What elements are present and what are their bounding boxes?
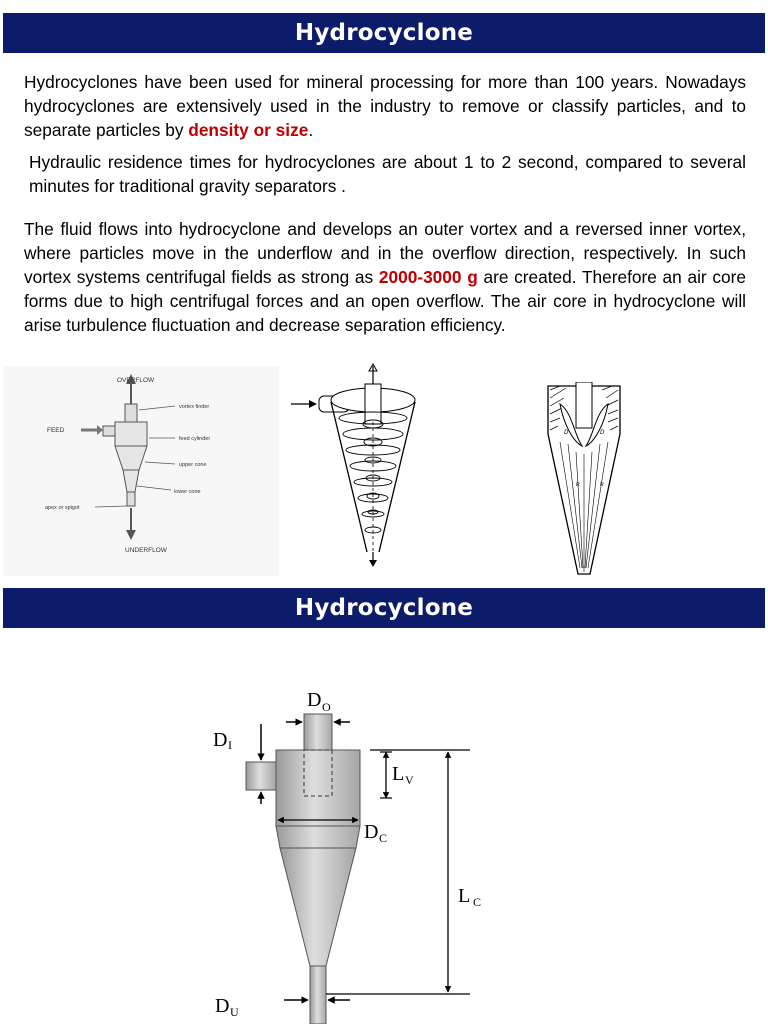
label-do: D (307, 689, 322, 711)
paragraph-history-text: Hydrocyclones have been used for mineral processing for more than 100 years. Nowadays hydrocyclones are extensively used in the industry to remove or classify particles, and to separate particles by (24, 72, 746, 140)
cross-section-figure (538, 382, 630, 578)
label-dc: D (364, 821, 379, 843)
label-feed: FEED (47, 427, 65, 434)
label-feed-cylinder: feed cylinder (179, 436, 211, 442)
paragraph-vortex-end: are created. Therefore an air core forms due to high centrifugal forces and an open overflow. The air core in hydrocyclone will arise turbulence fluctuation and decrease separation efficiency. (24, 267, 746, 335)
paragraph-history-end: . (308, 120, 314, 140)
svg-text:D: D (564, 430, 569, 436)
label-underflow: UNDERFLOW (125, 547, 167, 554)
label-lv: L (392, 763, 405, 785)
labelled-hydrocyclone-figure (3, 366, 279, 576)
slide1-title-banner (3, 13, 765, 53)
slide2-title-banner (3, 588, 765, 628)
label-du-sub: U (230, 1005, 239, 1019)
paragraph-vortex-text: The fluid flows into hydrocyclone and develops an outer vortex and a reversed inner vortex, where particles move in the underflow and in the overflow direction, respectively. In such vortex systems centrifugal fields as strong as (24, 219, 746, 287)
svg-text:R: R (576, 482, 580, 488)
label-lc: L (458, 885, 471, 907)
label-do-sub: O (322, 700, 331, 714)
label-di: D (213, 729, 228, 751)
label-lv-sub: V (405, 773, 414, 787)
highlight-density-size: density or size (188, 120, 309, 140)
paragraph-history (24, 70, 746, 142)
slide1-title: Hydrocyclone (294, 20, 474, 46)
dimension-diagram (200, 680, 520, 1024)
vortex-flow-figure (285, 362, 435, 572)
label-lower-cone: lower cone (174, 489, 201, 495)
slide2-title: Hydrocyclone (294, 595, 474, 621)
svg-text:D: D (600, 430, 605, 436)
label-apex: apex or spigot (45, 505, 80, 511)
label-du: D (215, 995, 230, 1017)
label-dc-sub: C (379, 831, 388, 845)
label-overflow: OVERFLOW (117, 377, 155, 384)
paragraph-residence-text: Hydraulic residence times for hydrocyclones are about 1 to 2 second, compared to several minutes for traditional gravity separators . (29, 152, 746, 196)
label-vortex-finder: vortex finder (179, 404, 210, 410)
label-lc-sub: C (473, 895, 482, 909)
highlight-g-force: 2000-3000 g (378, 267, 478, 287)
label-upper-cone: upper cone (179, 462, 207, 468)
label-di-sub: I (228, 738, 232, 752)
svg-text:R: R (600, 482, 604, 488)
paragraph-vortex (24, 217, 746, 337)
paragraph-residence-time (29, 150, 746, 198)
